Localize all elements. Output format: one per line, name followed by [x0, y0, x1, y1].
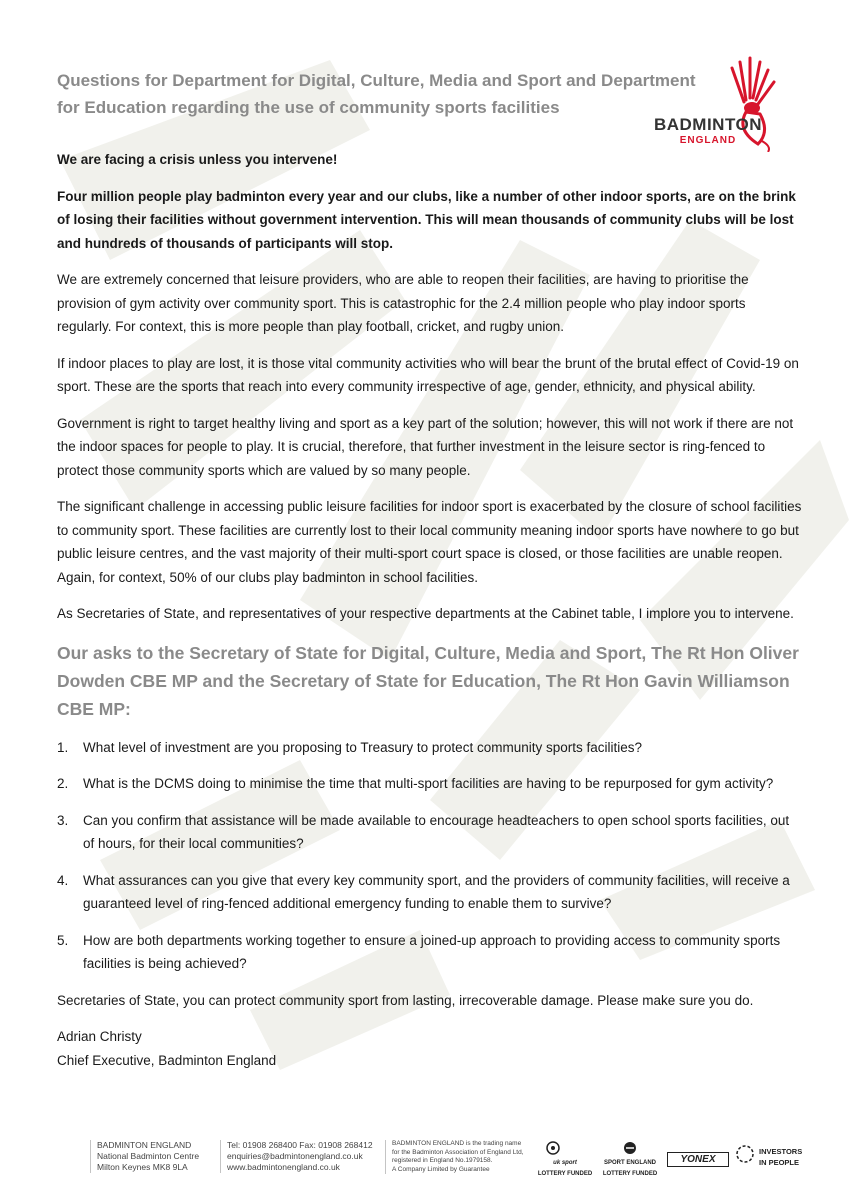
- yonex-logo: YONEX: [667, 1152, 729, 1167]
- intro-statement: We are facing a crisis unless you intervene!: [57, 152, 338, 167]
- page-footer: [0, 1130, 849, 1190]
- list-item: [57, 869, 802, 916]
- list-item-text: What level of investment are you proposing to Treasury to protect community sports facilities?: [83, 739, 642, 755]
- list-item: [57, 736, 802, 760]
- list-item-number: 5.: [57, 932, 69, 948]
- letter-body: [57, 148, 802, 1072]
- paragraph-1: We are extremely concerned that leisure providers, who are able to reopen their facilities, are having to prioritise the provision of gym activity over community sport. This is catastrophic for the 2.4 million people who play indoor sports regularly. For context, this is more people than play football, cricket, and rugby union.: [57, 272, 749, 334]
- uk-sport-icon: [545, 1140, 585, 1156]
- list-item: [57, 929, 802, 976]
- footer-contact: [220, 1140, 373, 1173]
- logo-wordmark: BADMINTON: [653, 115, 763, 134]
- lead-paragraph: Four million people play badminton every year and our clubs, like a number of other indoor sports, are on the brink of losing their facilities without government intervention. This will mean thousands of community clubs will be lost and hundreds of thousands of participants will stop.: [57, 188, 796, 251]
- closing-paragraph: Secretaries of State, you can protect community sport from lasting, irrecoverable damage. Please make sure you do.: [57, 992, 754, 1008]
- paragraph-5: As Secretaries of State, and representatives of your respective departments at the Cabinet table, I implore you to intervene.: [57, 606, 794, 621]
- paragraph-2: If indoor places to play are lost, it is those vital community activities who will bear the brunt of the brutal effect of Covid-19 on sport. These are the sports that reach into every community irrespective of age, gender, ethnicity, and physical ability.: [57, 355, 799, 394]
- uk-sport-logo: uk sport LOTTERY FUNDED: [535, 1140, 595, 1180]
- list-item-number: 3.: [57, 812, 69, 828]
- footer-address: BADMINTON ENGLAND National Badminton Centre Milton Keynes MK8 9LA: [90, 1140, 199, 1173]
- questions-list: [57, 736, 802, 976]
- list-item-text: What is the DCMS doing to minimise the time that multi-sport facilities are having to be repurposed for gym activity?: [83, 776, 774, 791]
- paragraph-4: The significant challenge in accessing public leisure facilities for indoor sport is exacerbated by the closure of school facilities to community sport. These facilities are currently lost to their local community meaning indoor sports have nowhere to go but public leisure centres, and the vast majority of their multi-sport court space is closed, or those facilities are unable reopen. Again, for context, 50% of our clubs play badminton in school facilities.: [57, 499, 802, 585]
- list-item-number: 1.: [57, 739, 69, 755]
- footer-legal: BADMINTON ENGLAND is the trading name for the Badminton Association of England Ltd, registered in England No.1979158. A Company Limited by Guarantee: [385, 1140, 524, 1174]
- title-line-1: Questions for Department for Digital, Culture, Media and Sport and Department: [57, 71, 696, 90]
- list-item: [57, 772, 802, 796]
- footer-email[interactable]: enquiries@badmintonengland.co.uk: [227, 1151, 363, 1161]
- sport-england-logo: SPORT ENGLAND LOTTERY FUNDED: [600, 1140, 660, 1180]
- asks-heading: Our asks to the Secretary of State for Digital, Culture, Media and Sport, The Rt Hon Oliver Dowden CBE MP and the Secretary of State for Education, The Rt Hon Gavin Williamson CBE MP:: [57, 642, 799, 719]
- list-item-number: 2.: [57, 776, 69, 791]
- list-item-number: 4.: [57, 872, 69, 888]
- list-item: [57, 809, 802, 856]
- logo-subtitle: ENGLAND: [679, 135, 737, 146]
- signatory-name: Adrian Christy: [57, 1029, 142, 1044]
- list-item-text: How are both departments working together to ensure a joined-up approach to providing access to community sports facilities is being achieved?: [83, 932, 781, 971]
- list-item-text: Can you confirm that assistance will be made available to encourage headteachers to open school sports facilities, out of hours, for their local communities?: [83, 812, 790, 851]
- footer-phone: Tel: 01908 268400 Fax: 01908 268412: [227, 1140, 373, 1150]
- list-item-text: What assurances can you give that every key community sport, and the providers of community facilities, will receive a guaranteed level of ring-fenced additional emergency funding to enable them to survive?: [83, 872, 790, 911]
- investors-in-people-logo: INVESTORS IN PEOPLE: [735, 1140, 810, 1168]
- signatory-title: Chief Executive, Badminton England: [57, 1052, 277, 1068]
- title-line-2: for Education regarding the use of community sports facilities: [57, 98, 560, 117]
- footer-website[interactable]: www.badmintonengland.co.uk: [227, 1162, 340, 1172]
- investors-in-people-icon: [735, 1144, 755, 1164]
- paragraph-3: Government is right to target healthy living and sport as a key part of the solution; however, this will not work if there are not the indoor spaces for people to play. It is crucial, therefore, that further investment in the leisure sector is ring-fenced to protect those community sports which are valued by so many people.: [57, 415, 794, 478]
- sport-england-icon: [615, 1140, 645, 1156]
